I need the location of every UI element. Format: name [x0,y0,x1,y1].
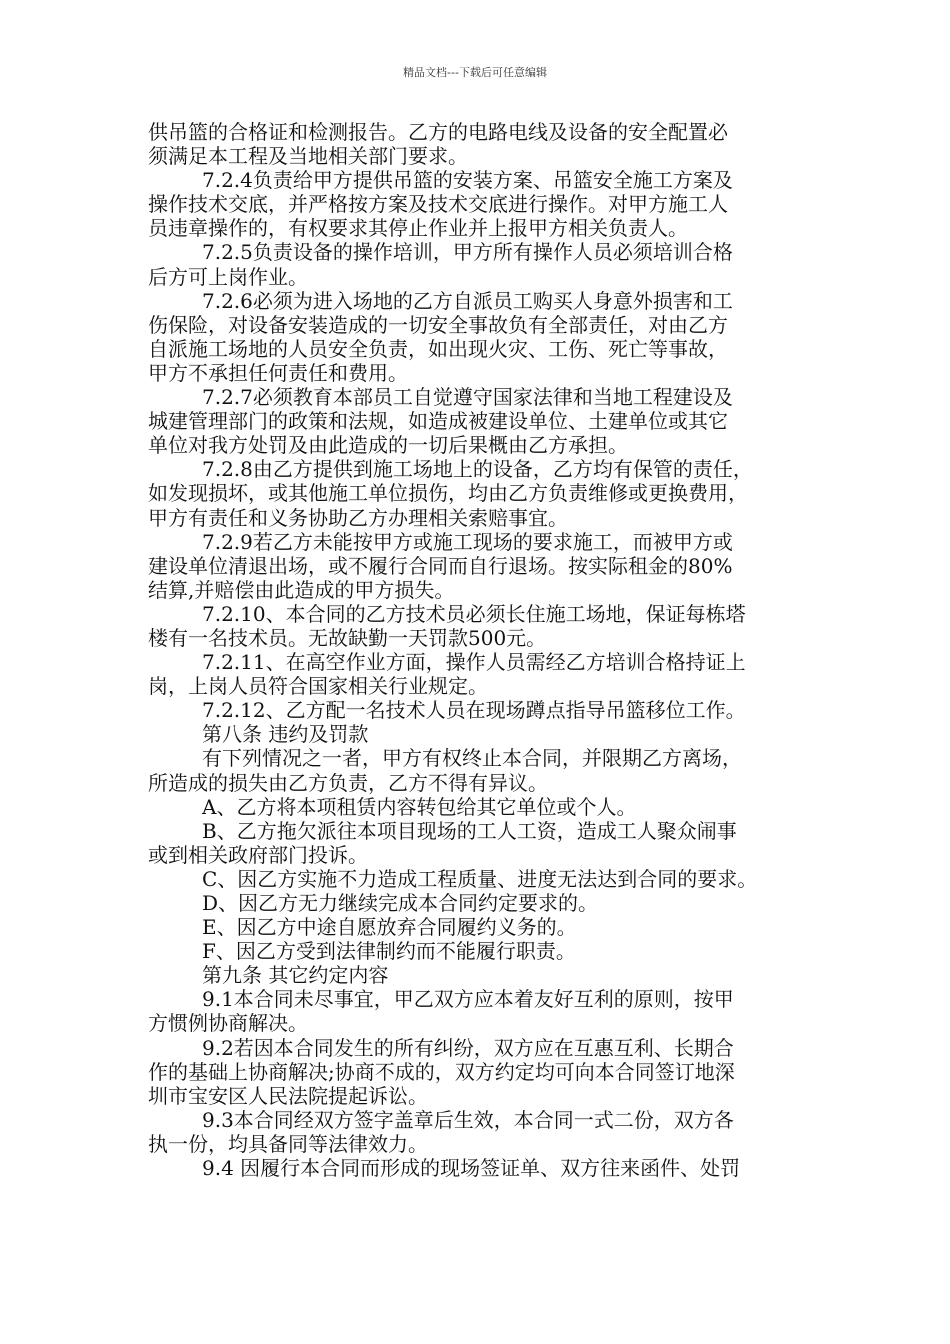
text-line: C、因乙方实施不力造成工程质量、进度无法达到合同的要求。 [202,866,758,891]
text-line: 有下列情况之一者，甲方有权终止本合同，并限期乙方离场， [202,746,742,771]
text-line: D、因乙方无力继续完成本合同约定要求的。 [202,891,599,915]
text-line: B、乙方拖欠派往本项目现场的工人工资，造成工人聚众闹事 [202,818,737,843]
text-line: 如发现损坏，或其他施工单位损伤，均由乙方负责维修或更换费用， [148,481,748,506]
document-body [148,120,808,1180]
text-line: 员违章操作的，有权要求其停止作业并上报甲方相关负责人。 [148,216,688,241]
page-header: 精品文档---下载后可任意编辑 [403,66,547,79]
text-line: 单位对我方处罚及由此造成的一切后果概由乙方承担。 [148,433,628,458]
text-line: 后方可上岗作业。 [148,264,308,289]
text-line: 供吊篮的合格证和检测报告。乙方的电路电线及设备的安全配置必 [148,120,728,144]
text-line: 伤保险，对设备安装造成的一切安全事故负有全部责任，对由乙方 [148,312,728,337]
text-line: 第九条 其它约定内容 [202,963,389,988]
text-line: A、乙方将本项租赁内容转包给其它单位或个人。 [202,794,637,819]
text-line: 方惯例协商解决。 [148,1011,308,1036]
text-line: 9.1本合同未尽事宜，甲乙双方应本着友好互利的原则，按甲 [202,987,734,1012]
text-line: 操作技术交底，并严格按方案及技术交底进行操作。对甲方施工人 [148,192,728,217]
text-line: 7.2.4负责给甲方提供吊篮的安装方案、吊篮安全施工方案及 [202,168,733,193]
text-line: 岗，上岗人员符合国家相关行业规定。 [148,674,488,699]
text-line: 甲方有责任和义务协助乙方办理相关索赔事宜。 [148,505,568,530]
text-line: 须满足本工程及当地相关部门要求。 [148,144,468,169]
text-line: 所造成的损失由乙方负责，乙方不得有异议。 [148,770,548,795]
text-line: 7.2.12、乙方配一名技术人员在现场蹲点指导吊篮移位工作。 [202,698,746,723]
text-line: 结算,并赔偿由此造成的甲方损失。 [148,577,455,602]
text-line: 甲方不承担任何责任和费用。 [148,360,408,385]
text-line: 第八条 违约及罚款 [202,722,369,747]
text-line: 执一份，均具备同等法律效力。 [148,1131,428,1156]
text-line: 7.2.5负责设备的操作培训，甲方所有操作人员必须培训合格 [202,240,733,265]
text-line: 7.2.7必须教育本部员工自觉遵守国家法律和当地工程建设及 [202,385,733,410]
text-line: 7.2.8由乙方提供到施工场地上的设备，乙方均有保管的责任， [202,457,753,482]
text-line: 7.2.6必须为进入场地的乙方自派员工购买人身意外损害和工 [202,288,733,313]
text-line: 作的基础上协商解决;协商不成的，双方约定均可向本合同签订地深 [148,1059,735,1084]
text-line: 7.2.10、本合同的乙方技术员必须长住施工场地，保证每栋塔 [202,601,746,626]
text-line: F、因乙方受到法律制约而不能履行职责。 [202,939,576,964]
text-line: 9.4 因履行本合同而形成的现场签证单、双方往来函件、处罚 [202,1156,741,1181]
text-line: 9.2若因本合同发生的所有纠纷，双方应在互惠互利、长期合 [202,1035,734,1060]
text-line: 或到相关政府部门投诉。 [148,842,368,867]
text-line: 楼有一名技术员。无故缺勤一天罚款500元。 [148,625,547,650]
text-line: 7.2.11、在高空作业方面，操作人员需经乙方培训合格持证上 [202,650,746,675]
text-line: 9.3本合同经双方签字盖章后生效，本合同一式二份，双方各 [202,1107,734,1132]
text-line: 建设单位清退出场，或不履行合同而自行退场。按实际租金的80% [148,553,733,578]
text-line: 自派施工场地的人员安全负责，如出现火灾、工伤、死亡等事故， [148,336,728,361]
text-line: 圳市宝安区人民法院提起诉讼。 [148,1083,428,1108]
text-line: 7.2.9若乙方未能按甲方或施工现场的要求施工，而被甲方或 [202,529,733,554]
text-line: 城建管理部门的政策和法规，如造成被建设单位、土建单位或其它 [148,409,728,434]
text-line: E、因乙方中途自愿放弃合同履约义务的。 [202,915,577,940]
